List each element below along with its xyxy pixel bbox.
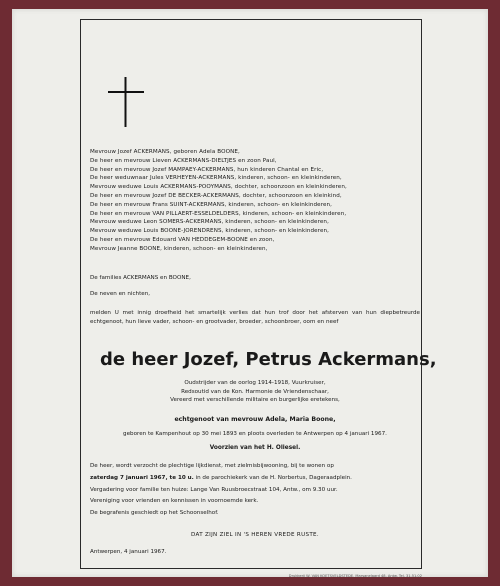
family-line: Mevrouw weduwe Leon SOMERS-ACKERMANS, kinderen, schoon- en kleinkinderen, — [90, 219, 329, 226]
service-date: zaterdag 7 januari 1967, te 10 u. — [90, 474, 194, 481]
service-location: in de parochiekerk van de H. Norbertus, Dageraadplein. — [193, 474, 352, 481]
family-groups — [90, 274, 191, 306]
detail-line: Vereerd met verschillende militaire en burgerlijke eretekens, — [170, 397, 340, 404]
family-line: Mevrouw weduwe Louis ACKERMANS-POOYMANS, dochter, schoonzoon en kleinkinderen, — [90, 184, 347, 191]
family-line: Mevrouw Jeanne BOONE, kinderen, schoon- en kleinkinderen, — [90, 245, 268, 252]
service-date-line — [90, 474, 420, 483]
service-line: Vergadering voor familie ten huize: Lange Van Ruusbroecstraat 104, Antw., om 9.30 uur. — [90, 486, 338, 493]
family-line: De heer en mevrouw Lieven ACKERMANS-DIELTJES en zoon Paul, — [90, 157, 277, 164]
service-line: De heer, wordt verzocht de plechtige lijkdienst, met zielmisbijwooning, bij te wonen op — [90, 463, 334, 469]
family-line: De heer weduwnaar Jules VERHEYEN-ACKERMANS, kinderen, schoon- en kleinkinderen, — [90, 175, 342, 182]
service-line: Vereniging voor vrienden en kennissen in voornoemde kerk. — [90, 498, 259, 505]
detail-line: Oudstrijder van de oorlog 1914-1918, Vuurkruiser, — [184, 380, 326, 386]
place-date: Antwerpen, 4 januari 1967. — [90, 549, 167, 555]
cross-icon — [108, 77, 144, 127]
family-line: Mevrouw Jozef ACKERMANS, geboren Adela BOONE, — [90, 149, 240, 155]
family-line: Mevrouw weduwe Louis BOONE-JORENDRENS, kinderen, schoon- en kleinkinderen, — [90, 228, 330, 235]
family-list — [90, 148, 420, 254]
deceased-details — [90, 379, 420, 405]
family-line: De heer en mevrouw Jozef DE BECKER-ACKERMANS, dochter, schoonzoon en kleinkind, — [90, 192, 342, 199]
prayer-line: DAT ZIJN ZIEL IN 'S HEREN VREDE RUSTE. — [191, 532, 319, 538]
birth-death-line: geboren te Kampenhout op 30 mei 1893 en ploots overleden te Antwerpen op 4 januari 1967. — [123, 431, 387, 437]
service-info — [90, 462, 420, 521]
family-line: De heer en mevrouw Jozef MAMPAEY-ACKERMANS, hun kinderen Chantal en Eric, — [90, 166, 324, 173]
spouse-line: echtgenoot van mevrouw Adela, Maria Boone, — [174, 416, 336, 423]
announcement-text: melden U met innig droefheid het smartelijk verlies dat hun trof door het afsterven van hun diepbetreurde echtgenoot, hun lieve vader, schoon- en grootvader, broeder, schoonbroer, oom en neef — [90, 310, 420, 325]
group-line: De neven en nichten, — [90, 290, 151, 297]
family-line: De heer en mevrouw VAN PILLAERT-ESSELDELDERS, kinderen, schoon- en kleinkinderen, — [90, 210, 347, 217]
family-line: De heer en mevrouw Frans SUINT-ACKERMANS, kinderen, schoon- en kleinkinderen, — [90, 201, 333, 208]
family-line: De heer en mevrouw Edouard VAN HEDDEGEM-BOONE en zoon, — [90, 236, 275, 243]
obituary-card — [12, 9, 488, 577]
printer-credit: Drukkerij W. VAN KOETSVELDSTEDE, Marsanelaard 48, Antw. Tel. 31.51.02 — [288, 574, 422, 578]
deceased-name: de heer Jozef, Petrus Ackermans, — [100, 349, 437, 370]
detail-line: Redsoutid van de Kon. Harmonie de Vriendenschaar, — [181, 388, 329, 395]
sacrament-line: Voorzien van het H. Oliesel. — [209, 445, 301, 451]
service-line: De begrafenis geschiedt op het Schoonselhof. — [90, 510, 219, 517]
group-line: De families ACKERMANS en BOONE, — [90, 275, 191, 281]
